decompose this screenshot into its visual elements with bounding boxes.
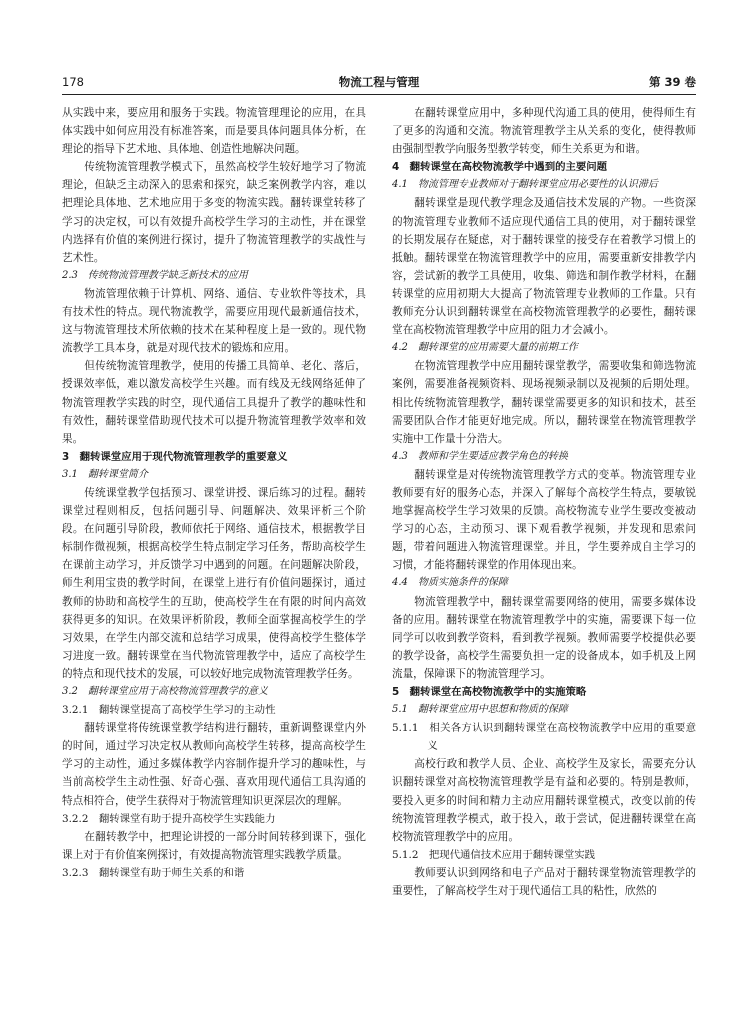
body-paragraph: 但传统物流管理教学，使用的传播工具简单、老化、落后，授课效率低，难以激发高校学生兴趣。而有线及无线网络延伸了物流管理教学实践的时空，现代通信工具提升了教学的趣味性和有效性，翻转课堂借助现代技术可以提升物流管理教学效率和效果。	[62, 360, 366, 445]
subsection-heading: 4.3 教师和学生要适应教学角色的转换	[392, 450, 568, 462]
subsection-heading: 5.1.1 相关各方认识到翻转课堂在高校物流教学中应用的重要意义	[392, 722, 696, 753]
body-paragraph: 物流管理依赖于计算机、网络、通信、专业软件等技术，具有技术性的特点。现代物流教学，需要应用现代最新通信技术，这与物流管理技术所依赖的技术在某种程度上是一致的。现代物流教学工具本身，就是对现代技术的锻炼和应用。	[62, 287, 366, 355]
section-heading: 5 翻转课堂在高校物流教学中的实施策略	[392, 686, 587, 698]
subsection-heading: 5.1.2 把现代通信技术应用于翻转课堂实践	[392, 848, 596, 861]
body-paragraph: 传统物流管理教学模式下，虽然高校学生较好地学习了物流理论，但缺乏主动深入的思索和探究，缺乏案例教学内容，难以把理论具体地、艺术地应用于多变的物流实践。翻转课堂转移了学习的决定权，可以有效提升高校学生学习的主动性，并在课堂内选择有价值的案例进行探讨，提升了物流管理教学的实战性与艺术性。	[62, 161, 366, 264]
journal-title: 物流工程与管理	[338, 75, 420, 89]
body-paragraph: 在翻转教学中，把理论讲授的一部分时间转移到课下，强化课上对于有价值案例探讨，有效提高物流管理实践教学质量。	[62, 830, 366, 861]
subsection-heading: 3.2 翻转课堂应用于高校物流管理教学的意义	[62, 686, 268, 697]
subsection-heading: 3.2.1 翻转课堂提高了高校学生学习的主动性	[62, 704, 276, 717]
left-column	[62, 104, 366, 882]
body-paragraph: 翻转课堂将传统课堂教学结构进行翻转，重新调整课堂内外的时间，通过学习决定权从教师向高校学生转移，提高高校学生学习的主动性，通过多媒体教学内容制作提升学习的趣味性，与当前高校学生主动性强、好奇心强、喜欢用现代通信工具沟通的特点相符合，使学生获得对于物流管理知识更深层次的理解。	[62, 722, 366, 807]
body-paragraph: 高校行政和教学人员、企业、高校学生及家长，需要充分认识翻转课堂对高校物流管理教学是有益和必要的。特别是教师，要投入更多的时间和精力主动应用翻转课堂模式，改变以前的传统物流管理教学模式，敢于投入，敢于尝试，促进翻转课堂在高校物流管理教学中的应用。	[392, 758, 696, 843]
body-paragraph: 从实践中来，要应用和服务于实践。物流管理理论的应用，在具体实践中如何应用没有标准答案，而是要具体问题具体分析，在理论的指导下艺术地、具体地、创造性地解决问题。	[62, 107, 366, 156]
subsection-heading: 4.4 物质实施条件的保障	[392, 577, 508, 589]
body-paragraph: 在翻转课堂应用中，多种现代沟通工具的使用，使得师生有了更多的沟通和交流。物流管理教学主从关系的变化，使得教师由强制型教学向服务型教学转变，师生关系更为和谐。	[392, 107, 696, 156]
subsection-heading: 2.3 传统物流管理教学缺乏新技术的应用	[62, 269, 248, 281]
subsection-heading: 3.2.3 翻转课堂有助于师生关系的和谐	[62, 866, 245, 879]
subsection-heading: 4.2 翻转课堂的应用需要大量的前期工作	[392, 342, 578, 354]
section-heading: 3 翻转课堂应用于现代物流管理教学的重要意义	[62, 450, 288, 463]
page-number: 178	[62, 75, 84, 89]
subsection-heading: 5.1 翻转课堂应用中思想和物质的保障	[392, 704, 568, 716]
right-column	[392, 104, 696, 900]
subsection-heading: 4.1 物流管理专业教师对于翻转课堂应用必要性的认识滞后	[392, 179, 658, 191]
subsection-heading: 3.2.2 翻转课堂有助于提升高校学生实践能力	[62, 812, 276, 825]
section-heading: 4 翻转课堂在高校物流教学中遇到的主要问题	[392, 161, 608, 174]
header-rule	[62, 94, 696, 95]
subsection-heading: 3.1 翻转课堂简介	[62, 468, 148, 480]
volume-label: 第 39 卷	[648, 75, 696, 89]
body-paragraph: 物流管理教学中，翻转课堂需要网络的使用，需要多媒体设备的应用。翻转课堂在物流管理教学中的实施，需要课下每一位同学可以收到教学资料，看到教学视频。教师需要学校提供必要的教学设备，高校学生需要负担一定的设备成本，如手机及上网流量，保障课下的物流管理学习。	[392, 595, 696, 680]
body-paragraph: 在物流管理教学中应用翻转课堂教学，需要收集和筛选物流案例，需要准备视频资料、现场视频录制以及视频的后期处理。相比传统物流管理教学，翻转课堂需要更多的知识和技术，甚至需要团队合作才能更好地完成。所以，翻转课堂在物流管理教学实施中工作量十分浩大。	[392, 360, 696, 445]
body-paragraph: 翻转课堂是对传统物流管理教学方式的变革。物流管理专业教师要有好的服务心态，并深入了解每个高校学生特点，要敏锐地掌握高校学生学习效果的反馈。高校物流专业学生要改变被动学习的心态，主动预习、课下观看教学视频，并发现和思索问题，带着问题进入物流管理课堂。并且，学生要养成自主学习的习惯，才能将翻转课堂的作用体现出来。	[392, 468, 696, 572]
body-paragraph: 翻转课堂是现代教学理念及通信技术发展的产物。一些资深的物流管理专业教师不适应现代通信工具的使用，对于翻转课堂的长期发展存在疑虑，对于翻转课堂的接受存在着教学习惯上的抵触。翻转课堂在物流管理教学中的应用，需要重新安排教学内容，尝试新的教学工具使用，收集、筛选和制作教学材料，在翻转课堂的应用初期大大提高了物流管理专业教师的工作量。只有教师充分认识到翻转课堂在高校物流管理教学的必要性，翻转课堂在高校物流管理教学中应用的阻力才会减小。	[392, 197, 696, 337]
body-paragraph: 教师要认识到网络和电子产品对于翻转课堂物流管理教学的重要性，了解高校学生对于现代通信工具的粘性，欣然的	[392, 866, 696, 898]
body-paragraph: 传统课堂教学包括预习、课堂讲授、课后练习的过程。翻转课堂过程则相反，包括问题引导、问题解决、效果评析三个阶段。在问题引导阶段，教师依托于网络、通信技术，根据教学目标制作微视频，根据高校学生特点制定学习任务，帮助高校学生在课前主动学习，并反馈学习中遇到的问题。在问题解决阶段，师生利用宝贵的教学时间，在课堂上进行有价值问题探讨，通过教师的协助和高校学生的互助，使高校学生在有限的时间内高效获得更多的知识。在效果评析阶段，教师全面掌握高校学生的学习效果，在学生内部交流和总结学习成果，使得高校学生整体学习进度一致。翻转课堂在当代物流管理教学中，适应了高校学生的特点和现代技术的发展，可以较好地完成物流管理教学任务。	[62, 486, 366, 680]
running-header	[62, 74, 696, 90]
